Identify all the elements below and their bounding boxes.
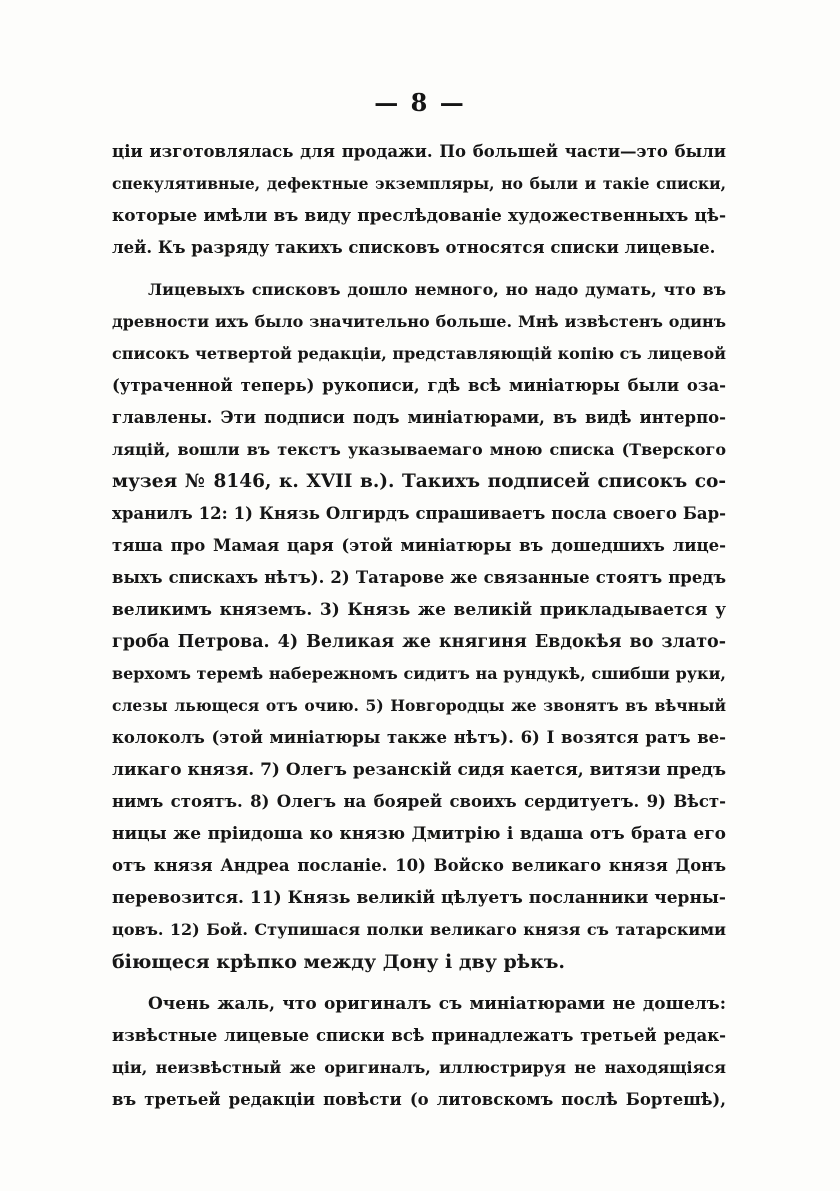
text-line: музея № 8146, к. XVII в.). Такихъ подписей списокъ со- — [112, 471, 726, 492]
text-line: которые имѣли въ виду преслѣдованіе художественныхъ цѣ- — [112, 206, 726, 226]
text-line: колоколъ (этой миніатюры также нѣтъ). 6) І возятся ратъ ве- — [112, 728, 726, 747]
paragraph — [112, 988, 726, 1116]
text-line: Лицевыхъ списковъ дошло немного, но надо думать, что въ — [148, 280, 726, 299]
text-line: выхъ спискахъ нѣтъ). 2) Татарове же связанные стоятъ предъ — [112, 568, 726, 587]
text-line: верхомъ теремѣ набережномъ сидитъ на рундукѣ, сшибши руки, — [112, 664, 726, 683]
text-line: древности ихъ было значительно больше. Мнѣ извѣстенъ одинъ — [112, 312, 726, 331]
page-text — [112, 136, 726, 1116]
paragraph-gap — [112, 978, 726, 988]
text-line: ницы же прiидоша ко князю Дмитрію і вдаша отъ брата его — [112, 824, 726, 844]
text-line: гроба Петрова. 4) Великая же княгиня Евдокѣя во злато- — [112, 632, 726, 652]
text-line: хранилъ 12: 1) Князь Олгирдъ спрашиваетъ посла своего Бар- — [112, 504, 726, 523]
text-line: отъ князя Андреа посланіе. 10) Войско великаго князя Донъ — [112, 856, 726, 875]
paragraph-gap — [112, 264, 726, 274]
page-number: — 8 — — [374, 88, 466, 117]
text-line: спекулятивные, дефектные экземпляры, но были и такіе списки, — [112, 174, 726, 193]
text-line: перевозится. 11) Князь великій цѣлуетъ посланники черны- — [112, 888, 726, 908]
text-line: тяша про Мамая царя (этой миніатюры въ дошедшихъ лице- — [112, 536, 726, 555]
text-line: главлены. Эти подписи подъ миніатюрами, въ видѣ интерпо- — [112, 408, 726, 427]
text-line: великимъ княземъ. 3) Князь же великій прикладывается у — [112, 600, 726, 620]
text-line: (утраченной теперь) рукописи, гдѣ всѣ миніатюры были оза- — [112, 376, 726, 395]
text-line: ляцій, вошли въ текстъ указываемаго мною списка (Тверского — [112, 440, 726, 459]
text-line: извѣстные лицевые списки всѣ принадлежатъ третьей редак- — [112, 1026, 726, 1045]
text-line: цовъ. 12) Бой. Ступишася полки великаго князя съ татарскими — [112, 920, 726, 939]
paragraph — [112, 274, 726, 978]
text-line: ціи, неизвѣстный же оригиналъ, иллюстрируя не находящіяся — [112, 1058, 726, 1077]
text-line: нимъ стоятъ. 8) Олегъ на боярей своихъ сердитуетъ. 9) Вѣст- — [112, 792, 726, 811]
text-line: лей. Къ разряду такихъ списковъ относятся списки лицевые. — [112, 238, 716, 257]
text-line: ликаго князя. 7) Олегъ резанскій сидя кается, витязи предъ — [112, 760, 726, 780]
text-line: слезы льющеся отъ очию. 5) Новгородцы же звонятъ въ вѣчный — [112, 696, 726, 715]
paragraph — [112, 136, 726, 264]
text-line: въ третьей редакціи повѣсти (о литовскомъ послѣ Бортешѣ), — [112, 1090, 726, 1109]
text-line: списокъ четвертой редакціи, представляющій копію съ лицевой — [112, 344, 726, 363]
text-line: ціи изготовлялась для продажи. По большей части—это были — [112, 142, 726, 161]
text-line: біющеся крѣпко между Дону і дву рѣкъ. — [112, 951, 566, 973]
text-line: Очень жаль, что оригиналъ съ миніатюрами не дошелъ: — [148, 994, 726, 1014]
